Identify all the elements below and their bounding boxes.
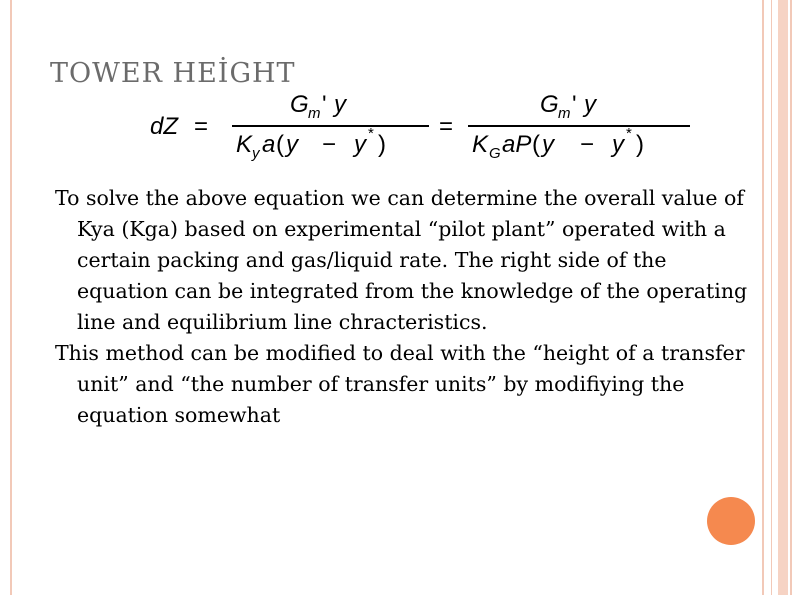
svg-text:': ' <box>322 91 327 118</box>
svg-text:m: m <box>558 105 571 122</box>
svg-text:y: y <box>252 145 260 162</box>
tower-height-equation <box>150 86 710 166</box>
svg-text:y: y <box>354 131 366 158</box>
svg-text:−: − <box>322 131 337 158</box>
svg-text:): ) <box>378 131 386 158</box>
svg-text:y: y <box>584 91 596 118</box>
svg-text:=: = <box>439 113 454 140</box>
svg-text:y: y <box>542 131 554 158</box>
svg-text:−: − <box>580 131 595 158</box>
svg-text:=: = <box>194 113 209 140</box>
frame-right-line-outer <box>790 0 792 595</box>
svg-text:m: m <box>308 105 321 122</box>
slide-title: TOWER HEİGHT <box>50 58 296 89</box>
svg-text:(: ( <box>532 131 540 158</box>
frame-right-band <box>778 0 788 595</box>
svg-text:K: K <box>236 131 253 158</box>
slide-body <box>55 183 755 431</box>
frame-right-line <box>762 0 764 595</box>
svg-text:dZ: dZ <box>150 113 179 140</box>
svg-text:y: y <box>334 91 346 118</box>
svg-text:y: y <box>612 131 624 158</box>
svg-text:G: G <box>290 91 309 118</box>
paragraph-explanation: To solve the above equation we can determine the overall value of Kya (Kga) based on experimental “pilot plant” operated with a certain packing and gas/liquid rate. The right side of the equation can be integrated from the knowledge of the operating line and equilibrium line chracteristics. <box>55 186 748 334</box>
svg-text:*: * <box>368 125 374 142</box>
frame-right-line-thin <box>771 0 772 595</box>
svg-text:*: * <box>626 125 632 142</box>
svg-text:aP: aP <box>502 131 532 158</box>
svg-text:y: y <box>286 131 298 158</box>
svg-text:': ' <box>572 91 577 118</box>
decorative-circle <box>707 497 755 545</box>
svg-text:G: G <box>489 145 501 162</box>
paragraph-method: This method can be modified to deal with the “height of a transfer unit” and “the number of transfer units” by modifiying the equation somewhat <box>55 341 745 427</box>
svg-text:(: ( <box>276 131 284 158</box>
svg-text:G: G <box>540 91 559 118</box>
svg-text:a: a <box>262 131 276 158</box>
frame-left-line <box>10 0 12 595</box>
svg-text:K: K <box>472 131 489 158</box>
svg-text:): ) <box>636 131 644 158</box>
